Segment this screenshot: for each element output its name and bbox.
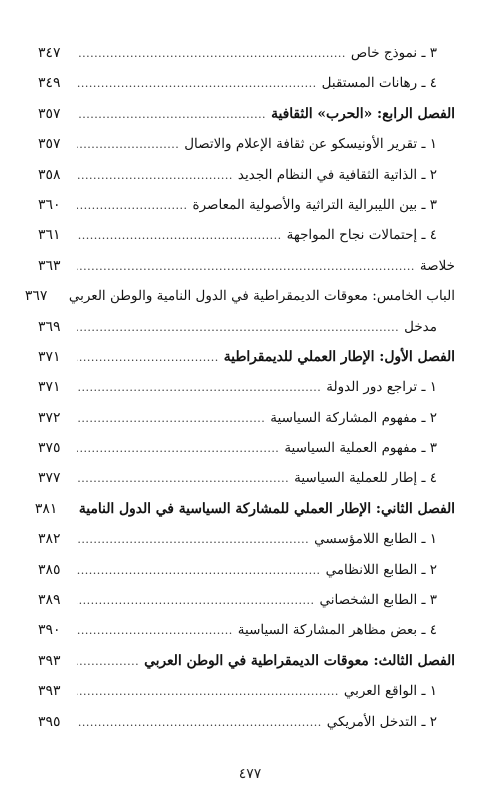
toc-entry-title: مدخل [404,318,437,335]
toc-entry-title: ٣ ـ نموذج خاص [350,45,437,61]
toc-entry [38,342,455,372]
dot-leader [77,556,321,586]
toc-entry-title: ٤ ـ إطار للعملية السياسية [294,470,437,487]
toc-entry [38,160,455,190]
dot-leader [77,404,265,434]
toc-entry [24,281,455,311]
toc-entry-title: الفصل الأول: الإطار العملي للديمقراطية [223,348,455,365]
toc-entry [38,129,455,159]
toc-entry-title: الفصل الثاني: الإطار العملي للمشاركة السياسية في الدول النامية [78,500,455,517]
toc-entry-title: ٣ ـ بين الليبرالية التراثية والأصولية المعاصرة [192,196,437,213]
dot-leader [77,100,266,130]
dot-leader [77,191,188,221]
dot-leader [77,130,179,160]
dot-leader [77,252,415,282]
table-of-contents [24,38,455,737]
toc-entry [38,312,455,342]
toc-entry-page: ٣٤٩ [38,75,61,92]
toc-entry-title: ٣ ـ الطابع الشخصاني [319,592,437,609]
dot-leader [77,373,321,403]
toc-entry-title: ٢ ـ التدخل الأمريكي [326,713,437,730]
toc-entry-page: ٣٦١ [38,227,61,244]
dot-leader [77,464,289,494]
toc-entry-page: ٣٨٩ [38,592,61,609]
toc-entry-title: ١ ـ تقرير الأونيسكو عن ثقافة الإعلام والاتصال [184,136,437,153]
toc-entry-page: ٣٥٨ [38,166,61,183]
toc-entry-page: ٣٩٣ [38,683,61,700]
toc-entry-title: الفصل الثالث: معوقات الديمقراطية في الوطن العربي [144,652,455,669]
toc-entry [38,707,455,737]
page-number: ٤٧٧ [238,766,262,782]
toc-entry [38,68,455,98]
toc-entry [38,646,455,676]
toc-entry [38,372,455,402]
toc-entry-title: ١ ـ الواقع العربي [343,683,437,700]
toc-entry [38,524,455,554]
toc-entry-page: ٣٦٣ [38,257,61,274]
toc-entry-page: ٣٨١ [34,500,58,517]
toc-entry-title: ٤ ـ إحتمالات نجاح المواجهة [286,227,437,244]
toc-entry-title: ٢ ـ الذاتية الثقافية في النظام الجديد [237,166,437,183]
toc-entry-title: ٣ ـ مفهوم العملية السياسية [284,440,437,457]
toc-entry [38,220,455,250]
dot-leader [77,39,346,69]
toc-entry [38,403,455,433]
toc-entry [34,494,455,524]
toc-entry [38,251,455,281]
toc-entry [38,38,455,68]
dot-leader [77,313,399,343]
toc-entry-title: ٤ ـ بعض مظاهر المشاركة السياسية [237,622,437,639]
toc-entry-page: ٣٨٢ [38,531,61,548]
toc-entry-page: ٣٩٠ [38,622,61,639]
toc-entry-title: ٤ ـ رهانات المستقبل [321,75,437,92]
toc-entry-page: ٣٦٠ [38,196,61,213]
toc-entry [38,676,455,706]
toc-entry-page: ٣٧٧ [38,470,61,487]
dot-leader [77,221,282,251]
dot-leader [77,343,219,373]
toc-entry-title: خلاصة [419,257,455,274]
toc-entry-title: الفصل الرابع: «الحرب» الثقافية [271,105,455,122]
toc-entry-page: ٣٥٧ [38,105,61,122]
toc-entry [38,190,455,220]
dot-leader [77,647,139,677]
dot-leader [77,434,279,464]
toc-entry-page: ٣٦٩ [38,318,61,335]
toc-entry-page: ٣٧١ [38,379,61,396]
toc-entry [38,463,455,493]
toc-entry-page: ٣٤٧ [38,45,61,61]
dot-leader [77,69,317,99]
toc-entry [38,99,455,129]
toc-entry [38,555,455,585]
dot-leader [77,677,339,707]
toc-entry-title: ١ ـ الطابع اللامؤسسي [314,531,437,548]
toc-entry-title: ١ ـ تراجع دور الدولة [326,379,437,396]
dot-leader [77,525,309,555]
toc-entry-page: ٣٩٥ [38,713,61,730]
toc-entry-title: الباب الخامس: معوقات الديمقراطية في الدول النامية والوطن العربي [68,288,455,305]
toc-entry [38,433,455,463]
toc-entry-page: ٣٧٥ [38,440,61,457]
toc-entry-page: ٣٧١ [38,348,61,365]
toc-entry-page: ٣٩٣ [38,652,61,669]
toc-entry-page: ٣٥٧ [38,136,61,153]
toc-entry-title: ٢ ـ الطابع اللانظامي [325,561,437,578]
dot-leader [77,161,233,191]
toc-entry-page: ٣٦٧ [24,288,48,305]
dot-leader [77,616,233,646]
toc-entry-page: ٣٧٢ [38,409,61,426]
toc-entry [38,615,455,645]
toc-entry-title: ٢ ـ مفهوم المشاركة السياسية [270,409,437,426]
dot-leader [77,586,314,616]
dot-leader [77,708,322,738]
toc-entry [38,585,455,615]
toc-entry-page: ٣٨٥ [38,561,61,578]
